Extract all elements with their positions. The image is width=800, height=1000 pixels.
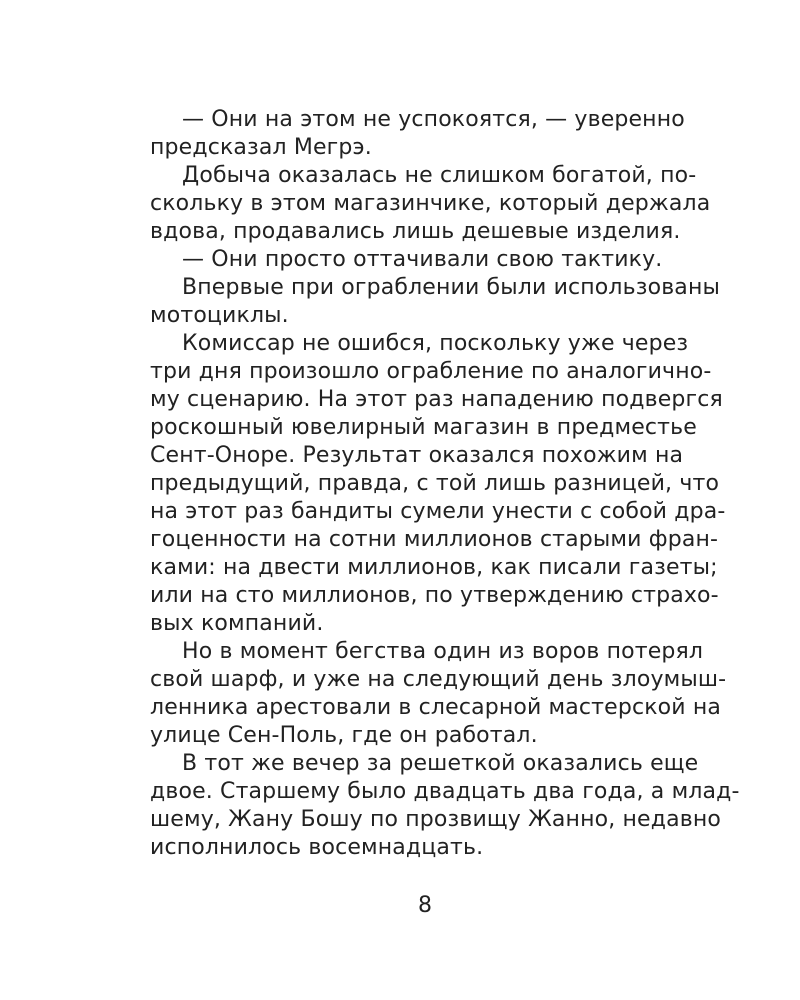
text-line: В тот же вечер за решеткой оказались еще xyxy=(182,751,699,776)
text-line: двое. Старшему было двадцать два года, а млад- xyxy=(150,779,740,804)
text-line: скольку в этом магазинчике, который держала xyxy=(150,191,711,216)
text-line: или на сто миллионов, по утверждению страхо- xyxy=(150,583,719,608)
text-line: Комиссар не ошибся, поскольку уже через xyxy=(182,331,689,356)
text-line: предыдущий, правда, с той лишь разницей, что xyxy=(150,471,720,496)
text-line: гоценности на сотни миллионов старыми фран- xyxy=(150,527,719,552)
text-line: му сценарию. На этот раз нападению подвергся xyxy=(150,387,723,412)
text-line: Сент-Оноре. Результат оказался похожим на xyxy=(150,443,684,468)
text-line: на этот раз бандиты сумели унести с собой дра- xyxy=(150,499,726,524)
text-line: предсказал Мегрэ. xyxy=(150,135,372,160)
text-line: вых компаний. xyxy=(150,611,324,636)
text-line: свой шарф, и уже на следующий день злоумыш- xyxy=(150,667,727,692)
page-number: 8 xyxy=(418,893,432,918)
text-line: — Они на этом не успокоятся, — уверенно xyxy=(182,107,685,132)
text-line: шему, Жану Бошу по прозвищу Жанно, недавно xyxy=(150,807,721,832)
text-line: ками: на двести миллионов, как писали газеты; xyxy=(150,555,718,580)
text-line: улице Сен-Поль, где он работал. xyxy=(150,723,538,748)
text-line: исполнилось восемнадцать. xyxy=(150,835,484,860)
text-line: ленника арестовали в слесарной мастерской на xyxy=(150,695,721,720)
text-line: Но в момент бегства один из воров потерял xyxy=(182,639,704,664)
text-line: мотоциклы. xyxy=(150,303,289,328)
text-line: три дня произошло ограбление по аналогично- xyxy=(150,359,712,384)
text-line: вдова, продавались лишь дешевые изделия. xyxy=(150,219,681,244)
text-line: — Они просто оттачивали свою тактику. xyxy=(182,247,663,272)
text-line: Впервые при ограблении были использованы xyxy=(182,275,720,300)
text-line: Добыча оказалась не слишком богатой, по- xyxy=(182,163,697,188)
text-line: роскошный ювелирный магазин в предместье xyxy=(150,415,697,440)
